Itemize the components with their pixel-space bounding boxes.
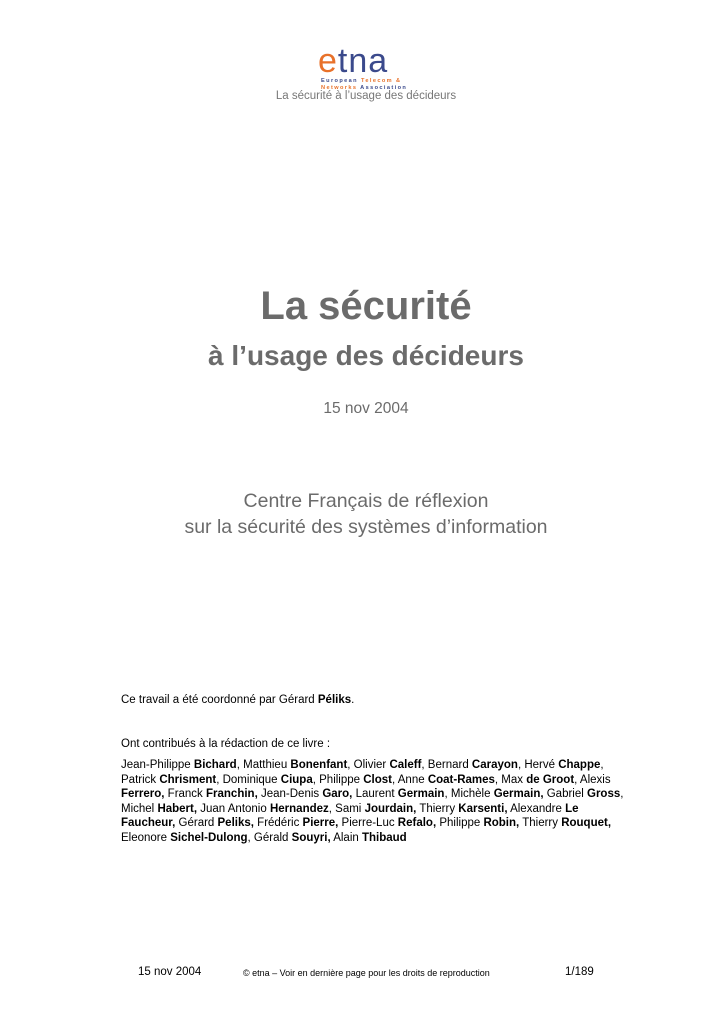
contributor-surname: Hernandez xyxy=(269,802,329,815)
contributor-text: Patrick xyxy=(121,773,160,786)
contributor-text: Alain xyxy=(330,831,362,844)
contributor-text: Alexandre xyxy=(507,802,566,815)
contributor-text: Gérard xyxy=(175,817,218,829)
document-date: 15 nov 2004 xyxy=(323,400,409,417)
etna-logo xyxy=(318,44,418,90)
logo-sub-european: European xyxy=(321,78,358,84)
contributors-line xyxy=(121,773,661,788)
contributor-surname: Refalo, xyxy=(397,817,437,829)
contributor-text: Jean-Philippe xyxy=(121,759,194,771)
contributor-surname: Sichel-Dulong xyxy=(170,831,248,844)
contributor-surname: Ferrero, xyxy=(121,788,165,800)
contributor-text: Eleonore xyxy=(121,831,171,844)
logo-sub-association: Association xyxy=(360,85,408,91)
contributor-surname: Bonenfant xyxy=(290,759,348,771)
logo-letters-tna: tna xyxy=(337,42,389,80)
contributor-surname: Coat-Rames xyxy=(427,773,495,786)
coordination-end: . xyxy=(351,694,355,706)
contributors-heading: Ont contribués à la rédaction de ce livre : xyxy=(121,738,331,750)
contributor-surname: Habert, xyxy=(157,802,198,815)
organization-line-1: Centre Français de réflexion xyxy=(243,490,489,512)
contributor-surname: de Groot xyxy=(526,773,575,786)
contributor-surname: Ciupa xyxy=(280,773,313,786)
contributor-text: Gabriel xyxy=(543,788,588,800)
contributors-line xyxy=(121,802,661,817)
contributor-surname: Germain, xyxy=(493,788,544,800)
contributor-surname: Peliks, xyxy=(217,817,254,829)
contributor-surname: Franchin, xyxy=(206,788,258,800)
logo-wordmark xyxy=(318,44,388,78)
organization-block xyxy=(0,488,724,540)
contributor-text: Jean-Denis xyxy=(257,788,323,800)
contributor-text: Thierry xyxy=(416,802,459,815)
contributors-line xyxy=(121,787,661,802)
header-tagline: La sécurité à l’usage des décideurs xyxy=(275,90,457,102)
logo-sub-amp: & xyxy=(396,78,402,84)
logo-letter-e: e xyxy=(318,42,338,80)
coordination-line xyxy=(121,693,354,708)
contributor-text: Pierre-Luc xyxy=(338,817,398,829)
contributor-surname: Chrisment xyxy=(159,773,217,786)
contributor-text: , Anne xyxy=(392,773,428,786)
coordinator-name: Péliks xyxy=(317,694,352,706)
contributor-text: Franck xyxy=(164,788,207,800)
contributor-text: , Alexis xyxy=(574,773,611,786)
contributor-text: , xyxy=(600,759,604,771)
contributors-line xyxy=(121,816,661,831)
logo-subtitle-row1 xyxy=(321,78,401,84)
contributor-text: Juan Antonio xyxy=(197,802,270,815)
contributor-surname: Le xyxy=(565,802,579,815)
organization-line-2: sur la sécurité des systèmes d’information xyxy=(184,516,548,538)
contributor-text: , Michèle xyxy=(444,788,494,800)
contributor-text: , Dominique xyxy=(216,773,281,786)
contributor-surname: Souyri, xyxy=(291,831,331,844)
contributor-text: , Olivier xyxy=(347,759,390,771)
contributor-text: , Gérald xyxy=(247,831,292,844)
document-subtitle: à l’usage des décideurs xyxy=(208,340,524,371)
contributor-surname: Pierre, xyxy=(302,817,339,829)
logo-sub-telecom: Telecom xyxy=(360,78,394,84)
contributor-surname: Karsenti, xyxy=(458,802,508,815)
contributor-surname: Chappe xyxy=(558,759,601,771)
contributor-surname: Robin, xyxy=(483,817,520,829)
contributor-text: , xyxy=(620,788,624,800)
contributor-text: , Matthieu xyxy=(236,759,291,771)
contributor-text: Philippe xyxy=(436,817,484,829)
contributors-list xyxy=(121,758,661,845)
contributor-text: , Bernard xyxy=(421,759,472,771)
contributor-surname: Thibaud xyxy=(361,831,407,844)
contributor-surname: Jourdain, xyxy=(364,802,417,815)
contributor-text: Frédéric xyxy=(253,817,303,829)
document-title: La sécurité xyxy=(260,284,472,328)
contributor-surname: Faucheur, xyxy=(121,817,176,829)
contributor-surname: Clost xyxy=(363,773,392,786)
contributor-text: , Philippe xyxy=(312,773,364,786)
logo-sub-networks: Networks xyxy=(321,85,358,91)
contributor-text: , Sami xyxy=(328,802,365,815)
contributor-surname: Garo, xyxy=(322,788,353,800)
footer-date: 15 nov 2004 xyxy=(138,966,202,978)
footer-copyright: © etna – Voir en dernière page pour les droits de reproduction xyxy=(243,968,490,978)
contributor-surname: Gross xyxy=(587,788,621,800)
footer-page-number: 1/189 xyxy=(565,966,594,978)
contributor-text: Michel xyxy=(121,802,158,815)
contributor-surname: Germain xyxy=(397,788,445,800)
contributor-text: Thierry xyxy=(519,817,562,829)
contributor-text: , Max xyxy=(494,773,527,786)
contributor-surname: Rouquet, xyxy=(561,817,612,829)
contributor-text: , Hervé xyxy=(517,759,559,771)
contributor-surname: Bichard xyxy=(193,759,237,771)
contributor-surname: Carayon xyxy=(471,759,518,771)
contributor-text: Laurent xyxy=(352,788,398,800)
contributors-line xyxy=(121,831,661,846)
contributor-surname: Caleff xyxy=(389,759,422,771)
contributors-line xyxy=(121,758,661,773)
coordination-text: Ce travail a été coordonné par Gérard xyxy=(121,694,318,706)
